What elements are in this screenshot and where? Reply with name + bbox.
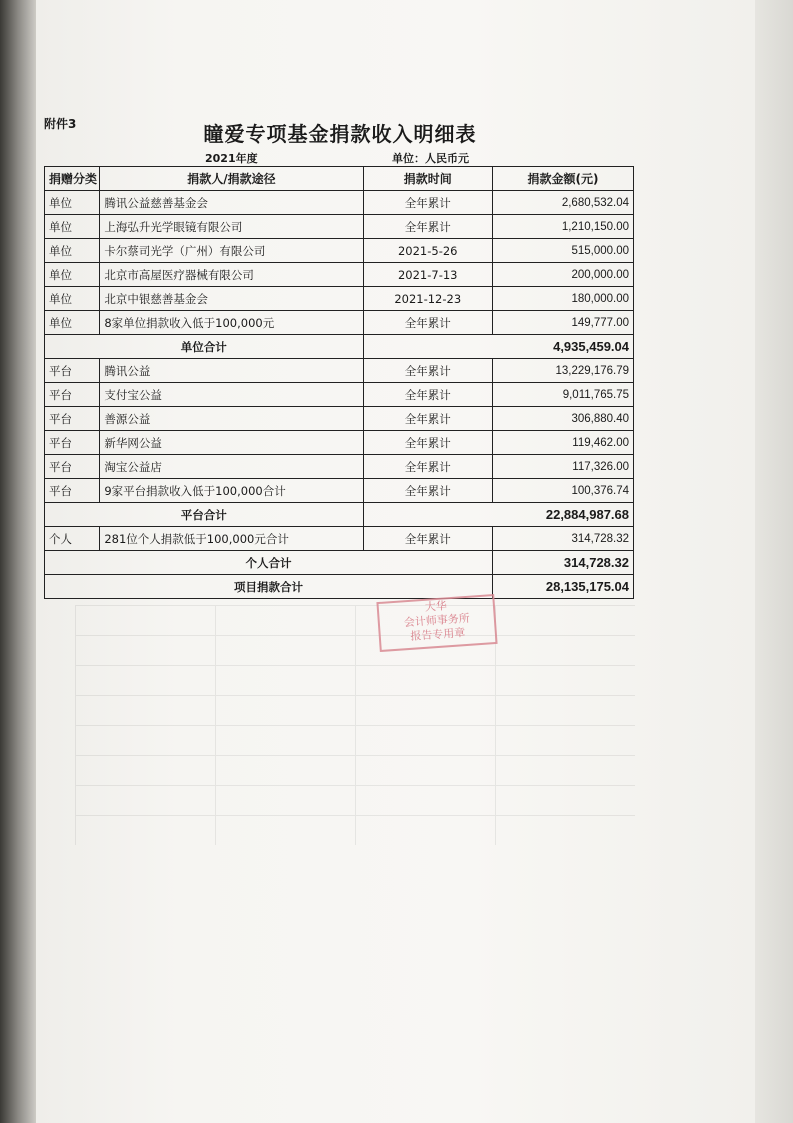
cell-category: 平台 bbox=[45, 455, 100, 479]
cell-donor: 腾讯公益慈善基金会 bbox=[100, 191, 363, 215]
cell-time: 全年累计 bbox=[363, 407, 492, 431]
table-row bbox=[45, 287, 634, 311]
grand-total-row bbox=[45, 575, 634, 599]
currency-unit: 单位：人民币元 bbox=[392, 152, 469, 165]
header-time: 捐款时间 bbox=[363, 167, 492, 191]
cell-donor: 腾讯公益 bbox=[100, 359, 363, 383]
cell-category: 单位 bbox=[45, 287, 100, 311]
cell-amount: 306,880.40 bbox=[492, 407, 633, 431]
table-row bbox=[45, 527, 634, 551]
document-title: 瞳爱专项基金捐款收入明细表 bbox=[203, 122, 477, 146]
subtotal-row-individuals bbox=[45, 551, 634, 575]
cell-category: 平台 bbox=[45, 359, 100, 383]
cell-donor: 淘宝公益店 bbox=[100, 455, 363, 479]
subtotal-amount: 4,935,459.04 bbox=[363, 335, 634, 359]
header-amount: 捐款金额(元) bbox=[492, 167, 633, 191]
cell-amount: 100,376.74 bbox=[492, 479, 633, 503]
cell-amount: 117,326.00 bbox=[492, 455, 633, 479]
table-row bbox=[45, 455, 634, 479]
cell-category: 单位 bbox=[45, 215, 100, 239]
cell-category: 平台 bbox=[45, 479, 100, 503]
cell-category: 平台 bbox=[45, 407, 100, 431]
cell-donor: 卡尔蔡司光学（广州）有限公司 bbox=[100, 239, 363, 263]
table-row bbox=[45, 215, 634, 239]
grand-total-label: 项目捐款合计 bbox=[45, 575, 493, 599]
table-row bbox=[45, 311, 634, 335]
donation-table bbox=[44, 166, 634, 599]
cell-donor: 上海弘升光学眼镜有限公司 bbox=[100, 215, 363, 239]
cell-amount: 119,462.00 bbox=[492, 431, 633, 455]
fiscal-year: 2021年度 bbox=[205, 152, 258, 165]
grand-total-amount: 28,135,175.04 bbox=[492, 575, 633, 599]
subtotal-label: 个人合计 bbox=[45, 551, 493, 575]
subtotal-amount: 22,884,987.68 bbox=[363, 503, 634, 527]
cell-time: 2021-5-26 bbox=[363, 239, 492, 263]
cell-amount: 149,777.00 bbox=[492, 311, 633, 335]
cell-category: 单位 bbox=[45, 191, 100, 215]
cell-time: 全年累计 bbox=[363, 479, 492, 503]
page-binding-shadow bbox=[0, 0, 40, 1123]
cell-time: 全年累计 bbox=[363, 191, 492, 215]
table-row bbox=[45, 431, 634, 455]
auditor-seal-stamp: 大华 会计师事务所 报告专用章 bbox=[376, 594, 497, 652]
cell-category: 单位 bbox=[45, 263, 100, 287]
cell-amount: 1,210,150.00 bbox=[492, 215, 633, 239]
cell-time: 全年累计 bbox=[363, 215, 492, 239]
table-row bbox=[45, 239, 634, 263]
table-row bbox=[45, 359, 634, 383]
cell-amount: 180,000.00 bbox=[492, 287, 633, 311]
cell-category: 单位 bbox=[45, 311, 100, 335]
cell-time: 2021-12-23 bbox=[363, 287, 492, 311]
cell-amount: 2,680,532.04 bbox=[492, 191, 633, 215]
cell-time: 全年累计 bbox=[363, 359, 492, 383]
cell-amount: 13,229,176.79 bbox=[492, 359, 633, 383]
cell-donor: 善源公益 bbox=[100, 407, 363, 431]
cell-time: 全年累计 bbox=[363, 383, 492, 407]
cell-time: 全年累计 bbox=[363, 431, 492, 455]
cell-donor: 支付宝公益 bbox=[100, 383, 363, 407]
table-row bbox=[45, 263, 634, 287]
cell-time: 全年累计 bbox=[363, 311, 492, 335]
cell-donor: 北京市高屋医疗器械有限公司 bbox=[100, 263, 363, 287]
header-category: 捐赠分类 bbox=[45, 167, 100, 191]
table-header-row bbox=[45, 167, 634, 191]
table-row bbox=[45, 191, 634, 215]
subtotal-label: 平台合计 bbox=[45, 503, 364, 527]
cell-amount: 200,000.00 bbox=[492, 263, 633, 287]
cell-donor: 281位个人捐款低于100,000元合计 bbox=[100, 527, 363, 551]
cell-donor: 8家单位捐款收入低于100,000元 bbox=[100, 311, 363, 335]
cell-donor: 北京中银慈善基金会 bbox=[100, 287, 363, 311]
table-row bbox=[45, 407, 634, 431]
attachment-label: 附件3 bbox=[44, 117, 77, 131]
cell-donor: 9家平台捐款收入低于100,000合计 bbox=[100, 479, 363, 503]
cell-time: 2021-7-13 bbox=[363, 263, 492, 287]
cell-category: 平台 bbox=[45, 383, 100, 407]
cell-amount: 515,000.00 bbox=[492, 239, 633, 263]
cell-donor: 新华网公益 bbox=[100, 431, 363, 455]
cell-category: 个人 bbox=[45, 527, 100, 551]
subtotal-amount: 314,728.32 bbox=[492, 551, 633, 575]
cell-time: 全年累计 bbox=[363, 527, 492, 551]
subtotal-label: 单位合计 bbox=[45, 335, 364, 359]
table-row bbox=[45, 479, 634, 503]
cell-amount: 9,011,765.75 bbox=[492, 383, 633, 407]
cell-time: 全年累计 bbox=[363, 455, 492, 479]
cell-category: 单位 bbox=[45, 239, 100, 263]
subtotal-row-platforms bbox=[45, 503, 634, 527]
bleed-through-grid bbox=[75, 605, 635, 845]
header-donor: 捐款人/捐款途径 bbox=[100, 167, 363, 191]
subtotal-row-units bbox=[45, 335, 634, 359]
cell-category: 平台 bbox=[45, 431, 100, 455]
table-row bbox=[45, 383, 634, 407]
cell-amount: 314,728.32 bbox=[492, 527, 633, 551]
page-right-margin bbox=[755, 0, 793, 1123]
